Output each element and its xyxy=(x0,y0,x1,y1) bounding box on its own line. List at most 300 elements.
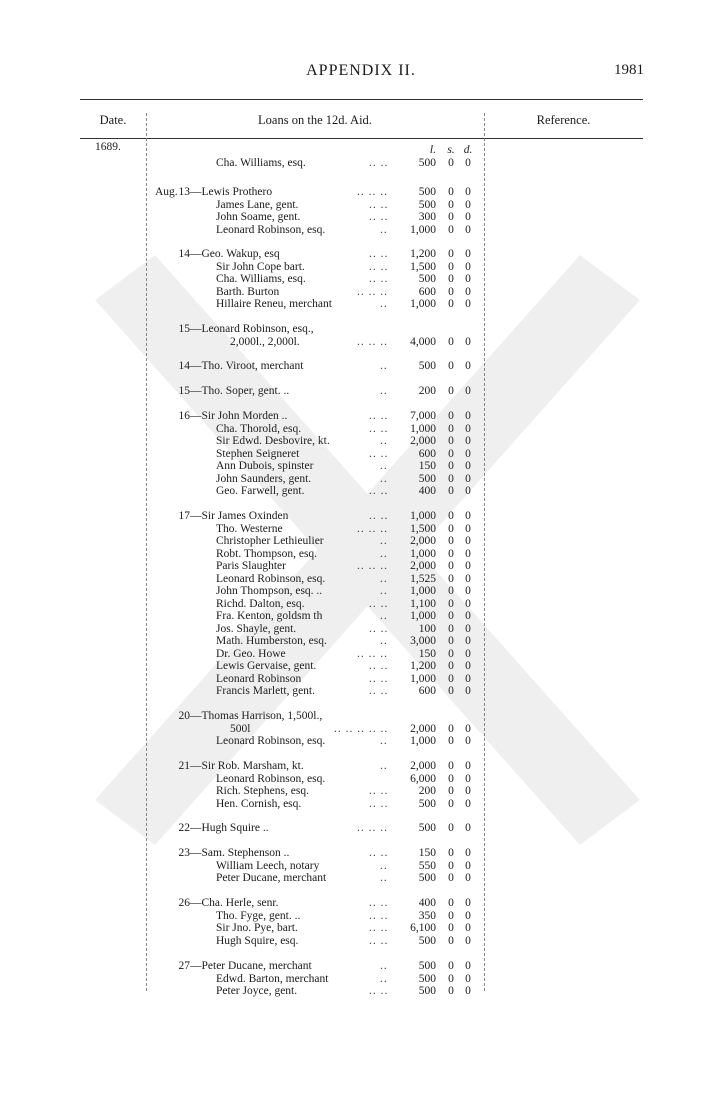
top-rule xyxy=(80,99,643,100)
amount-shillings: 0 xyxy=(448,485,454,497)
amount-pence: 0 xyxy=(465,972,471,985)
loan-row xyxy=(0,910,722,923)
leader-dots: .. xyxy=(380,572,388,585)
leader-dots: .. xyxy=(380,385,388,397)
lender-name: —Sir James Oxinden xyxy=(190,510,289,522)
lender-name: Sir Edwd. Desbovire, kt. xyxy=(216,435,330,447)
column-header-reference: Reference. xyxy=(536,113,591,127)
lender-name: —Cha. Herle, senr. xyxy=(190,897,279,909)
amount-pence: 0 xyxy=(465,157,471,169)
amount-pounds: 1,000 xyxy=(410,510,436,522)
amount-pence: 0 xyxy=(465,922,471,934)
entry-day: 14 xyxy=(178,360,190,372)
lender-name: —Sam. Stephenson .. xyxy=(190,847,290,859)
loan-row xyxy=(0,448,722,461)
loan-row xyxy=(0,224,722,237)
loan-row xyxy=(0,610,722,623)
leader-dots: .. .. xyxy=(369,922,389,934)
lender-name: Hillaire Reneu, merchant xyxy=(216,298,332,310)
leader-dots: .. .. xyxy=(369,157,389,169)
amount-pounds: 2,000 xyxy=(410,560,436,572)
amount-pounds: 500 xyxy=(418,985,436,997)
amount-shillings: 0 xyxy=(448,460,454,472)
unit-pence: d. xyxy=(463,144,473,156)
amount-shillings: 0 xyxy=(448,934,454,947)
lender-name: Leonard Robinson, esq. xyxy=(216,572,326,585)
loan-row xyxy=(0,660,722,673)
leader-dots: .. xyxy=(380,298,388,310)
amount-shillings: 0 xyxy=(448,385,454,397)
loan-row xyxy=(0,186,722,199)
lender-name: —Lewis Prothero xyxy=(190,186,273,198)
lender-name: Math. Humberston, esq. xyxy=(216,635,327,647)
leader-dots: .. .. xyxy=(369,897,389,909)
lender-name: Sir John Cope bart. xyxy=(216,260,305,273)
leader-dots: .. .. .. xyxy=(357,647,388,660)
amount-shillings: 0 xyxy=(448,822,454,834)
amount-pence: 0 xyxy=(465,360,471,372)
lender-name: Stephen Seigneret xyxy=(216,447,300,460)
lender-name: Peter Joyce, gent. xyxy=(216,985,298,997)
lender-name: James Lane, gent. xyxy=(216,198,299,211)
amount-shillings: 0 xyxy=(448,897,454,909)
lender-name: —Hugh Squire .. xyxy=(190,822,269,834)
lender-name: —Sir Rob. Marsham, kt. xyxy=(190,760,304,772)
amount-pence: 0 xyxy=(465,647,471,660)
lender-name: 2,000l., 2,000l. xyxy=(230,335,300,348)
amount-pounds: 600 xyxy=(418,447,436,460)
amount-shillings: 0 xyxy=(448,335,454,348)
leader-dots: .. xyxy=(380,610,388,622)
amount-pence: 0 xyxy=(465,260,471,273)
amount-shillings: 0 xyxy=(448,260,454,273)
lender-name: Ann Dubois, spinster xyxy=(216,460,314,472)
lender-name: Leonard Robinson, esq. xyxy=(216,772,326,785)
amount-pounds: 500 xyxy=(418,273,436,285)
lender-name: John Thompson, esq. .. xyxy=(216,585,323,597)
loan-row xyxy=(0,248,722,261)
loan-row xyxy=(0,973,722,986)
lender-name: Robt. Thompson, esq. xyxy=(216,547,318,560)
leader-dots: .. .. xyxy=(369,485,389,497)
amount-shillings: 0 xyxy=(448,722,454,735)
loan-row xyxy=(0,710,722,723)
loan-row xyxy=(0,323,722,336)
amount-pence: 0 xyxy=(465,822,471,834)
entry-day: 21 xyxy=(178,760,190,772)
leader-dots: .. .. .. xyxy=(357,285,388,298)
amount-pence: 0 xyxy=(465,198,471,211)
loan-row xyxy=(0,573,722,586)
leader-dots: .. .. xyxy=(369,597,389,610)
amount-shillings: 0 xyxy=(448,635,454,647)
leader-dots: .. xyxy=(380,460,388,472)
lender-name: Christopher Lethieulier xyxy=(216,535,324,547)
loan-row xyxy=(0,560,722,573)
amount-pence: 0 xyxy=(465,585,471,597)
amount-pounds: 6,000 xyxy=(410,772,436,785)
leader-dots: .. xyxy=(380,972,388,985)
amount-pounds: 500 xyxy=(418,157,436,169)
amount-shillings: 0 xyxy=(448,960,454,972)
amount-pounds: 1,000 xyxy=(410,672,436,685)
amount-pence: 0 xyxy=(465,385,471,397)
leader-dots: .. xyxy=(380,547,388,560)
leader-dots: .. .. .. xyxy=(357,822,388,834)
lender-name: Cha. Williams, esq. xyxy=(216,157,306,169)
amount-pounds: 150 xyxy=(418,647,436,660)
amount-pounds: 1,000 xyxy=(410,298,436,310)
amount-pounds: 1,000 xyxy=(410,585,436,597)
amount-pence: 0 xyxy=(465,560,471,572)
amount-pence: 0 xyxy=(465,335,471,348)
amount-pence: 0 xyxy=(465,847,471,859)
lender-name: Barth. Burton xyxy=(216,285,280,298)
leader-dots: .. xyxy=(380,585,388,597)
amount-shillings: 0 xyxy=(448,585,454,597)
amount-shillings: 0 xyxy=(448,298,454,310)
amount-pence: 0 xyxy=(465,985,471,997)
loan-row xyxy=(0,273,722,286)
loan-row xyxy=(0,922,722,935)
leader-dots: .. xyxy=(380,960,388,972)
amount-pence: 0 xyxy=(465,211,471,223)
lender-name: —Peter Ducane, merchant xyxy=(190,960,312,972)
page-header xyxy=(0,62,722,86)
amount-pounds: 1,200 xyxy=(410,660,436,672)
amount-pence: 0 xyxy=(465,447,471,460)
amount-pounds: 2,000 xyxy=(410,435,436,447)
amount-pence: 0 xyxy=(465,273,471,285)
amount-pounds: 200 xyxy=(418,385,436,397)
lender-name: John Soame, gent. xyxy=(216,211,301,223)
amount-pounds: 550 xyxy=(418,859,436,872)
amount-shillings: 0 xyxy=(448,522,454,535)
amount-shillings: 0 xyxy=(448,410,454,422)
header-rule xyxy=(80,138,643,139)
amount-shillings: 0 xyxy=(448,435,454,447)
loan-row xyxy=(0,460,722,473)
amount-shillings: 0 xyxy=(448,685,454,697)
amount-shillings: 0 xyxy=(448,922,454,934)
amount-pence: 0 xyxy=(465,685,471,697)
amount-pounds: 150 xyxy=(418,847,436,859)
amount-pence: 0 xyxy=(465,248,471,260)
loan-row xyxy=(0,548,722,561)
lender-name: —Sir John Morden .. xyxy=(190,410,288,422)
leader-dots: .. .. xyxy=(369,622,389,635)
amount-shillings: 0 xyxy=(448,985,454,997)
lender-name: Edwd. Barton, merchant xyxy=(216,972,329,985)
amount-pence: 0 xyxy=(465,485,471,497)
amount-pounds: 350 xyxy=(418,909,436,922)
amount-pence: 0 xyxy=(465,672,471,685)
amount-pounds: 400 xyxy=(418,897,436,909)
loan-row xyxy=(0,535,722,548)
leader-dots: .. xyxy=(380,859,388,872)
lender-name: Leonard Robinson, esq. xyxy=(216,223,326,236)
amount-pence: 0 xyxy=(465,635,471,647)
leader-dots: .. xyxy=(380,472,388,485)
column-header-date: Date. xyxy=(99,113,127,127)
amount-pence: 0 xyxy=(465,785,471,797)
entry-day: 20 xyxy=(178,710,190,722)
unit-pounds: l. xyxy=(429,144,436,156)
lender-name: Leonard Robinson, esq. xyxy=(216,735,326,747)
amount-shillings: 0 xyxy=(448,447,454,460)
amount-pence: 0 xyxy=(465,435,471,447)
amount-pence: 0 xyxy=(465,610,471,622)
leader-dots: .. .. xyxy=(369,248,389,260)
amount-pounds: 2,000 xyxy=(410,722,436,735)
amount-shillings: 0 xyxy=(448,472,454,485)
lender-name: Hugh Squire, esq. xyxy=(216,934,299,947)
lender-name: Jos. Shayle, gent. xyxy=(216,622,297,635)
leader-dots: .. .. .. xyxy=(357,186,388,198)
amount-pounds: 500 xyxy=(418,872,436,884)
leader-dots: .. .. xyxy=(369,685,389,697)
entry-day: 15 xyxy=(178,323,190,335)
amount-shillings: 0 xyxy=(448,211,454,223)
amount-shillings: 0 xyxy=(448,422,454,435)
amount-pence: 0 xyxy=(465,547,471,560)
amount-shillings: 0 xyxy=(448,972,454,985)
unit-shillings: s. xyxy=(447,144,455,156)
leader-dots: .. xyxy=(380,760,388,772)
amount-pounds: 500 xyxy=(418,360,436,372)
entry-day: 13 xyxy=(178,186,190,198)
amount-shillings: 0 xyxy=(448,510,454,522)
amount-pounds: 1,500 xyxy=(410,260,436,273)
loan-row xyxy=(0,860,722,873)
amount-shillings: 0 xyxy=(448,797,454,810)
amount-pounds: 6,100 xyxy=(410,922,436,934)
amount-pounds: 3,000 xyxy=(410,635,436,647)
amount-shillings: 0 xyxy=(448,660,454,672)
page-title: APPENDIX II. xyxy=(306,62,416,79)
leader-dots: .. xyxy=(380,435,388,447)
lender-name: —Geo. Wakup, esq xyxy=(190,248,280,260)
amount-pence: 0 xyxy=(465,797,471,810)
entry-day: 22 xyxy=(178,822,190,834)
amount-pence: 0 xyxy=(465,722,471,735)
amount-pence: 0 xyxy=(465,422,471,435)
leader-dots: .. xyxy=(380,360,388,372)
loan-row xyxy=(0,598,722,611)
loan-row xyxy=(0,785,722,798)
amount-pence: 0 xyxy=(465,859,471,872)
loan-row xyxy=(0,773,722,786)
loan-row xyxy=(0,360,722,373)
leader-dots: .. .. xyxy=(369,510,389,522)
amount-pounds: 500 xyxy=(418,960,436,972)
amount-shillings: 0 xyxy=(448,248,454,260)
amount-shillings: 0 xyxy=(448,872,454,884)
amount-pounds: 4,000 xyxy=(410,335,436,348)
amount-pence: 0 xyxy=(465,572,471,585)
amount-pounds: 1,000 xyxy=(410,735,436,747)
leader-dots: .. .. xyxy=(369,422,389,435)
amount-shillings: 0 xyxy=(448,760,454,772)
entry-day: 26 xyxy=(178,897,190,909)
leader-dots: .. .. xyxy=(369,211,389,223)
loan-row xyxy=(0,723,722,736)
entry-day: 16 xyxy=(178,410,190,422)
amount-pounds: 600 xyxy=(418,285,436,298)
leader-dots: .. .. xyxy=(369,260,389,273)
loan-row xyxy=(0,286,722,299)
amount-pence: 0 xyxy=(465,960,471,972)
leader-dots: .. .. xyxy=(369,672,389,685)
amount-pence: 0 xyxy=(465,660,471,672)
amount-shillings: 0 xyxy=(448,157,454,169)
loan-row xyxy=(0,199,722,212)
amount-shillings: 0 xyxy=(448,360,454,372)
lender-name: Cha. Thorold, esq. xyxy=(216,422,302,435)
amount-shillings: 0 xyxy=(448,647,454,660)
amount-pounds: 600 xyxy=(418,685,436,697)
amount-pounds: 200 xyxy=(418,785,436,797)
leader-dots: .. .. xyxy=(369,985,389,997)
amount-pence: 0 xyxy=(465,597,471,610)
amount-pence: 0 xyxy=(465,186,471,198)
column-header-loans: Loans on the 12d. Aid. xyxy=(258,113,372,127)
amount-shillings: 0 xyxy=(448,909,454,922)
amount-shillings: 0 xyxy=(448,285,454,298)
amount-shillings: 0 xyxy=(448,622,454,635)
amount-pounds: 500 xyxy=(418,934,436,947)
loan-row xyxy=(0,685,722,698)
loan-row xyxy=(0,523,722,536)
amount-pence: 0 xyxy=(465,285,471,298)
amount-pounds: 7,000 xyxy=(410,410,436,422)
leader-dots: .. .. .. xyxy=(357,522,388,535)
amount-pence: 0 xyxy=(465,298,471,310)
leader-dots: .. .. xyxy=(369,785,389,797)
lender-name: —Tho. Viroot, merchant xyxy=(190,360,304,372)
amount-pounds: 500 xyxy=(418,472,436,485)
lender-name: —Thomas Harrison, 1,500l., xyxy=(190,710,323,722)
loan-row xyxy=(0,410,722,423)
amount-pounds: 2,000 xyxy=(410,535,436,547)
leader-dots: .. xyxy=(380,635,388,647)
amount-pounds: 100 xyxy=(418,622,436,635)
amount-pounds: 1,000 xyxy=(410,223,436,236)
lender-name: Leonard Robinson xyxy=(216,672,302,685)
leader-dots: .. .. xyxy=(369,847,389,859)
amount-pounds: 1,000 xyxy=(410,547,436,560)
amount-shillings: 0 xyxy=(448,560,454,572)
loan-row xyxy=(0,798,722,811)
amount-shillings: 0 xyxy=(448,672,454,685)
leader-dots: .. .. xyxy=(369,447,389,460)
leader-dots: .. .. xyxy=(369,934,389,947)
amount-pence: 0 xyxy=(465,510,471,522)
entry-day: 23 xyxy=(178,847,190,859)
entry-year: 1689. xyxy=(95,141,121,153)
leader-dots: .. .. .. .. .. xyxy=(334,722,389,735)
amount-pence: 0 xyxy=(465,472,471,485)
lender-name: Richd. Dalton, esq. xyxy=(216,597,305,610)
amount-shillings: 0 xyxy=(448,572,454,585)
lender-name: Rich. Stephens, esq. xyxy=(216,785,309,797)
amount-pounds: 300 xyxy=(418,211,436,223)
leader-dots: .. xyxy=(380,872,388,884)
amount-pence: 0 xyxy=(465,622,471,635)
amount-pence: 0 xyxy=(465,772,471,785)
leader-dots: .. xyxy=(380,735,388,747)
loan-row xyxy=(0,960,722,973)
amount-pence: 0 xyxy=(465,934,471,947)
amount-shillings: 0 xyxy=(448,547,454,560)
amount-pounds: 500 xyxy=(418,822,436,834)
amount-pence: 0 xyxy=(465,909,471,922)
amount-shillings: 0 xyxy=(448,735,454,747)
leader-dots: .. .. xyxy=(369,660,389,672)
loan-row xyxy=(0,385,722,398)
lender-name: Sir Jno. Pye, bart. xyxy=(216,922,298,934)
loan-row xyxy=(0,648,722,661)
loan-row xyxy=(0,847,722,860)
amount-pounds: 500 xyxy=(418,198,436,211)
amount-pounds: 500 xyxy=(418,972,436,985)
leader-dots: .. xyxy=(380,535,388,547)
amount-pounds: 1,000 xyxy=(410,610,436,622)
amount-shillings: 0 xyxy=(448,847,454,859)
amount-shillings: 0 xyxy=(448,610,454,622)
entry-day: 17 xyxy=(178,510,190,522)
amount-pence: 0 xyxy=(465,410,471,422)
lender-name: Dr. Geo. Howe xyxy=(216,647,286,660)
amount-shillings: 0 xyxy=(448,859,454,872)
amount-shillings: 0 xyxy=(448,597,454,610)
loan-row xyxy=(0,157,722,170)
lender-name: Geo. Farwell, gent. xyxy=(216,485,305,497)
lender-name: Tho. Westerne xyxy=(216,522,283,535)
lender-name: Tho. Fyge, gent. .. xyxy=(216,909,301,922)
lender-name: —Tho. Soper, gent. .. xyxy=(190,385,290,397)
amount-pounds: 1,525 xyxy=(410,572,436,585)
amount-pounds: 2,000 xyxy=(410,760,436,772)
amount-pounds: 500 xyxy=(418,797,436,810)
amount-shillings: 0 xyxy=(448,273,454,285)
loan-row xyxy=(0,897,722,910)
loan-row xyxy=(0,211,722,224)
lender-name: 500l xyxy=(230,722,251,735)
amount-pounds: 1,200 xyxy=(410,248,436,260)
loan-row xyxy=(0,822,722,835)
leader-dots: .. .. xyxy=(369,273,389,285)
lender-name: Fra. Kenton, goldsm th xyxy=(216,610,323,622)
amount-shillings: 0 xyxy=(448,223,454,236)
amount-pence: 0 xyxy=(465,897,471,909)
lender-name: William Leech, notary xyxy=(216,859,320,872)
loan-row xyxy=(0,673,722,686)
lender-name: Peter Ducane, merchant xyxy=(216,872,327,884)
lender-name: Paris Slaughter xyxy=(216,560,286,572)
amount-pounds: 1,500 xyxy=(410,522,436,535)
loan-row xyxy=(0,435,722,448)
amount-shillings: 0 xyxy=(448,535,454,547)
loan-row xyxy=(0,872,722,885)
loan-row xyxy=(0,735,722,748)
amount-pence: 0 xyxy=(465,760,471,772)
amount-pence: 0 xyxy=(465,460,471,472)
lender-name: Lewis Gervaise, gent. xyxy=(216,660,317,672)
entry-day: 15 xyxy=(178,385,190,397)
loan-row xyxy=(0,985,722,998)
amount-shillings: 0 xyxy=(448,198,454,211)
